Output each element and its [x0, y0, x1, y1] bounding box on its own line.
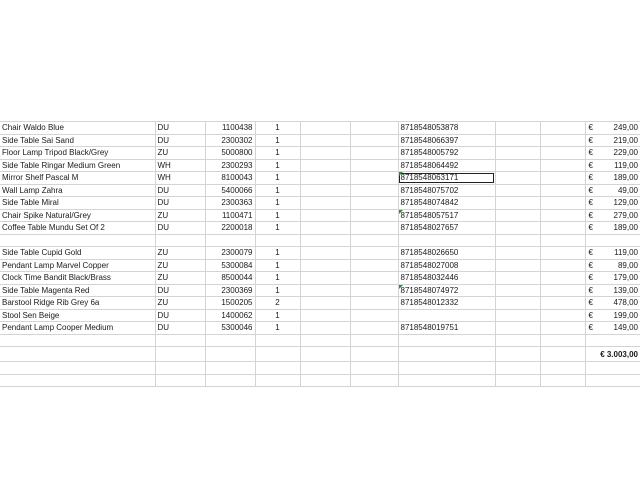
cell-supplier-code[interactable]: ZU: [155, 209, 205, 222]
cell-quantity[interactable]: 1: [255, 147, 300, 160]
spreadsheet-rows: [0, 122, 640, 387]
cell-ean[interactable]: 8718548057517: [398, 209, 495, 222]
cell-sku[interactable]: 1500205: [205, 297, 255, 310]
cell-empty[interactable]: [495, 184, 540, 197]
cell-ean[interactable]: 8718548074972: [398, 284, 495, 297]
cell-empty[interactable]: [350, 334, 398, 347]
cell-quantity[interactable]: 1: [255, 259, 300, 272]
cell-empty[interactable]: [300, 147, 350, 160]
currency-symbol: €: [588, 248, 593, 258]
cell-price[interactable]: [585, 234, 640, 247]
cell-sku[interactable]: 8100043: [205, 172, 255, 185]
cell-empty[interactable]: [350, 222, 398, 235]
table-row: [0, 197, 640, 210]
currency-symbol: €: [588, 185, 593, 195]
cell-product-name[interactable]: Side Table Miral: [0, 197, 155, 210]
cell-supplier-code[interactable]: ZU: [155, 147, 205, 160]
cell-empty[interactable]: [585, 334, 640, 347]
cell-empty[interactable]: [540, 159, 585, 172]
cell-ean[interactable]: 8718548063171: [398, 172, 495, 185]
currency-symbol: €: [588, 148, 593, 158]
cell-price[interactable]: [585, 147, 640, 160]
cell-empty[interactable]: [255, 374, 300, 387]
cell-quantity[interactable]: 1: [255, 309, 300, 322]
cell-empty[interactable]: [205, 334, 255, 347]
cell-price[interactable]: [585, 322, 640, 335]
price-value: 179,00: [613, 273, 638, 283]
cell-empty[interactable]: [495, 259, 540, 272]
cell-empty[interactable]: [540, 122, 585, 135]
cell-empty[interactable]: [495, 222, 540, 235]
currency-symbol: €: [588, 260, 593, 270]
cell-empty[interactable]: [300, 209, 350, 222]
cell-ean[interactable]: 8718548012332: [398, 297, 495, 310]
cell-sku[interactable]: 1100471: [205, 209, 255, 222]
cell-product-name[interactable]: Pendant Lamp Cooper Medium: [0, 322, 155, 335]
price-value: 189,00: [613, 173, 638, 183]
price-value: 189,00: [613, 223, 638, 233]
cell-sku[interactable]: 5300046: [205, 322, 255, 335]
cell-empty[interactable]: [300, 322, 350, 335]
cell-quantity[interactable]: 1: [255, 322, 300, 335]
cell-product-name[interactable]: Side Table Ringar Medium Green: [0, 159, 155, 172]
table-row: [0, 172, 640, 185]
cell-ean[interactable]: [398, 234, 495, 247]
price-value: 478,00: [613, 298, 638, 308]
cell-ean[interactable]: 8718548019751: [398, 322, 495, 335]
cell-supplier-code[interactable]: DU: [155, 284, 205, 297]
cell-quantity[interactable]: 1: [255, 172, 300, 185]
table-row: [0, 374, 640, 387]
cell-empty[interactable]: [495, 309, 540, 322]
currency-symbol: €: [588, 310, 593, 320]
cell-empty[interactable]: [205, 374, 255, 387]
cell-supplier-code[interactable]: DU: [155, 322, 205, 335]
cell-empty[interactable]: [300, 374, 350, 387]
cell-sku[interactable]: 2300363: [205, 197, 255, 210]
cell-empty[interactable]: [540, 259, 585, 272]
cell-empty[interactable]: [540, 247, 585, 260]
cell-empty[interactable]: [495, 147, 540, 160]
cell-supplier-code[interactable]: DU: [155, 122, 205, 135]
cell-product-name[interactable]: [0, 234, 155, 247]
cell-empty[interactable]: [540, 184, 585, 197]
cell-empty[interactable]: [540, 197, 585, 210]
cell-product-name[interactable]: Mirror Shelf Pascal M: [0, 172, 155, 185]
cell-price[interactable]: [585, 197, 640, 210]
table-row: [0, 122, 640, 135]
cell-empty[interactable]: [540, 272, 585, 285]
cell-empty[interactable]: [350, 284, 398, 297]
cell-quantity[interactable]: 1: [255, 247, 300, 260]
cell-price[interactable]: [585, 247, 640, 260]
table-row: [0, 284, 640, 297]
cell-empty[interactable]: [350, 122, 398, 135]
cell-empty[interactable]: [0, 374, 155, 387]
cell-empty[interactable]: [495, 322, 540, 335]
price-value: 89,00: [617, 260, 638, 270]
cell-price[interactable]: [585, 222, 640, 235]
cell-empty[interactable]: [495, 197, 540, 210]
cell-product-name[interactable]: Wall Lamp Zahra: [0, 184, 155, 197]
table-row: [0, 362, 640, 375]
cell-sku[interactable]: 5300084: [205, 259, 255, 272]
cell-supplier-code[interactable]: WH: [155, 172, 205, 185]
cell-ean[interactable]: 8718548074842: [398, 197, 495, 210]
currency-symbol: €: [588, 160, 593, 170]
cell-empty[interactable]: [350, 272, 398, 285]
cell-empty[interactable]: [300, 172, 350, 185]
cell-ean[interactable]: 8718548026650: [398, 247, 495, 260]
cell-product-name[interactable]: Chair Waldo Blue: [0, 122, 155, 135]
cell-empty[interactable]: [495, 284, 540, 297]
cell-product-name[interactable]: Pendant Lamp Marvel Copper: [0, 259, 155, 272]
cell-empty[interactable]: [495, 122, 540, 135]
cell-empty[interactable]: [350, 134, 398, 147]
cell-empty[interactable]: [540, 234, 585, 247]
currency-symbol: €: [588, 198, 593, 208]
currency-symbol: €: [588, 298, 593, 308]
cell-empty[interactable]: [350, 322, 398, 335]
cell-empty[interactable]: [0, 334, 155, 347]
price-value: 219,00: [613, 135, 638, 145]
cell-empty[interactable]: [540, 209, 585, 222]
cell-empty[interactable]: [540, 362, 585, 375]
currency-symbol: €: [588, 173, 593, 183]
cell-empty[interactable]: [350, 184, 398, 197]
cell-empty[interactable]: [350, 347, 398, 362]
cell-empty[interactable]: [155, 362, 205, 375]
cell-empty[interactable]: [540, 172, 585, 185]
cell-price[interactable]: [585, 272, 640, 285]
cell-sku[interactable]: 8500044: [205, 272, 255, 285]
cell-empty[interactable]: [0, 362, 155, 375]
cell-quantity[interactable]: 1: [255, 209, 300, 222]
cell-empty[interactable]: [350, 247, 398, 260]
currency-symbol: €: [588, 285, 593, 295]
cell-empty[interactable]: [495, 272, 540, 285]
cell-empty[interactable]: [495, 334, 540, 347]
cell-quantity[interactable]: 1: [255, 272, 300, 285]
table-row: [0, 184, 640, 197]
cell-empty[interactable]: [300, 122, 350, 135]
table-row: [0, 309, 640, 322]
cell-empty[interactable]: [350, 362, 398, 375]
cell-supplier-code[interactable]: DU: [155, 134, 205, 147]
cell-empty[interactable]: [495, 374, 540, 387]
cell-empty[interactable]: [300, 347, 350, 362]
currency-symbol: €: [588, 273, 593, 283]
cell-sku[interactable]: 5000800: [205, 147, 255, 160]
cell-empty[interactable]: [540, 309, 585, 322]
table-row: [0, 297, 640, 310]
table-row: [0, 209, 640, 222]
cell-empty[interactable]: [255, 334, 300, 347]
cell-empty[interactable]: [540, 222, 585, 235]
table-row: [0, 247, 640, 260]
price-value: 149,00: [613, 323, 638, 333]
cell-price[interactable]: [585, 184, 640, 197]
currency-symbol: €: [588, 210, 593, 220]
cell-ean[interactable]: [398, 309, 495, 322]
cell-empty[interactable]: [540, 134, 585, 147]
cell-supplier-code[interactable]: [155, 234, 205, 247]
cell-quantity[interactable]: [255, 234, 300, 247]
cell-empty[interactable]: [350, 197, 398, 210]
cell-empty[interactable]: [540, 147, 585, 160]
cell-empty[interactable]: [495, 247, 540, 260]
cell-quantity[interactable]: 1: [255, 197, 300, 210]
cell-empty[interactable]: [300, 222, 350, 235]
cell-supplier-code[interactable]: ZU: [155, 247, 205, 260]
spreadsheet-grid: [0, 121, 640, 387]
cell-product-name[interactable]: Barstool Ridge Rib Grey 6a: [0, 297, 155, 310]
currency-symbol: €: [588, 123, 593, 133]
cell-ean[interactable]: 8718548066397: [398, 134, 495, 147]
currency-symbol: €: [588, 323, 593, 333]
price-value: 139,00: [613, 285, 638, 295]
price-value: 249,00: [613, 123, 638, 133]
cell-empty[interactable]: [300, 309, 350, 322]
cell-price[interactable]: [585, 134, 640, 147]
cell-ean[interactable]: 8718548053878: [398, 122, 495, 135]
cell-supplier-code[interactable]: DU: [155, 184, 205, 197]
cell-empty[interactable]: [155, 374, 205, 387]
cell-empty[interactable]: [585, 362, 640, 375]
price-value: 279,00: [613, 210, 638, 220]
currency-symbol: €: [588, 135, 593, 145]
cell-empty[interactable]: [398, 347, 495, 362]
cell-price[interactable]: [585, 297, 640, 310]
cell-empty[interactable]: [0, 347, 155, 362]
cell-quantity[interactable]: 1: [255, 134, 300, 147]
table-row: [0, 134, 640, 147]
cell-empty[interactable]: [540, 334, 585, 347]
cell-price[interactable]: [585, 122, 640, 135]
table-row: [0, 222, 640, 235]
cell-empty[interactable]: [300, 297, 350, 310]
cell-empty[interactable]: [495, 134, 540, 147]
cell-empty[interactable]: [495, 234, 540, 247]
cell-ean[interactable]: 8718548064492: [398, 159, 495, 172]
cell-supplier-code[interactable]: DU: [155, 222, 205, 235]
cell-empty[interactable]: [300, 247, 350, 260]
cell-sku[interactable]: 2200018: [205, 222, 255, 235]
cell-price[interactable]: [585, 159, 640, 172]
cell-quantity[interactable]: 2: [255, 297, 300, 310]
table-row: [0, 259, 640, 272]
cell-empty[interactable]: [300, 272, 350, 285]
table-row: [0, 159, 640, 172]
cell-price[interactable]: [585, 259, 640, 272]
cell-quantity[interactable]: 1: [255, 222, 300, 235]
table-row: [0, 322, 640, 335]
cell-sku[interactable]: 2300302: [205, 134, 255, 147]
cell-empty[interactable]: [350, 172, 398, 185]
cell-empty[interactable]: [350, 259, 398, 272]
cell-empty[interactable]: [540, 297, 585, 310]
cell-sku[interactable]: 2300369: [205, 284, 255, 297]
cell-empty[interactable]: [155, 347, 205, 362]
cell-empty[interactable]: [585, 374, 640, 387]
cell-supplier-code[interactable]: DU: [155, 197, 205, 210]
price-value: 129,00: [613, 198, 638, 208]
cell-empty[interactable]: [350, 374, 398, 387]
cell-empty[interactable]: [495, 159, 540, 172]
cell-empty[interactable]: [205, 347, 255, 362]
cell-sku[interactable]: 1400062: [205, 309, 255, 322]
currency-symbol: €: [588, 223, 593, 233]
cell-sku[interactable]: [205, 234, 255, 247]
cell-empty[interactable]: [300, 334, 350, 347]
cell-empty[interactable]: [300, 234, 350, 247]
cell-product-name[interactable]: Clock Time Bandit Black/Brass: [0, 272, 155, 285]
cell-sku[interactable]: 5400066: [205, 184, 255, 197]
total-amount[interactable]: € 3.003,00: [585, 347, 640, 362]
cell-empty[interactable]: [155, 334, 205, 347]
cell-empty[interactable]: [540, 284, 585, 297]
cell-quantity[interactable]: 1: [255, 122, 300, 135]
cell-empty[interactable]: [255, 347, 300, 362]
cell-empty[interactable]: [495, 362, 540, 375]
cell-empty[interactable]: [300, 184, 350, 197]
cell-quantity[interactable]: 1: [255, 284, 300, 297]
cell-ean[interactable]: 8718548075702: [398, 184, 495, 197]
cell-empty[interactable]: [398, 374, 495, 387]
cell-empty[interactable]: [350, 234, 398, 247]
cell-supplier-code[interactable]: DU: [155, 309, 205, 322]
cell-sku[interactable]: 1100438: [205, 122, 255, 135]
cell-empty[interactable]: [205, 362, 255, 375]
cell-empty[interactable]: [495, 172, 540, 185]
cell-ean[interactable]: 8718548032446: [398, 272, 495, 285]
cell-product-name[interactable]: Coffee Table Mundu Set Of 2: [0, 222, 155, 235]
cell-sku[interactable]: 2300079: [205, 247, 255, 260]
price-value: 199,00: [613, 310, 638, 320]
cell-product-name[interactable]: Side Table Cupid Gold: [0, 247, 155, 260]
cell-empty[interactable]: [540, 347, 585, 362]
cell-empty[interactable]: [300, 362, 350, 375]
cell-empty[interactable]: [255, 362, 300, 375]
cell-ean[interactable]: 8718548027657: [398, 222, 495, 235]
cell-empty[interactable]: [398, 362, 495, 375]
cell-empty[interactable]: [350, 297, 398, 310]
price-value: 49,00: [617, 185, 638, 195]
cell-supplier-code[interactable]: ZU: [155, 259, 205, 272]
table-row: [0, 334, 640, 347]
cell-empty[interactable]: [300, 159, 350, 172]
cell-empty[interactable]: [350, 209, 398, 222]
price-value: 119,00: [614, 160, 638, 170]
price-value: 229,00: [613, 148, 638, 158]
cell-empty[interactable]: [300, 284, 350, 297]
cell-empty[interactable]: [300, 134, 350, 147]
cell-quantity[interactable]: 1: [255, 184, 300, 197]
cell-empty[interactable]: [350, 159, 398, 172]
cell-price[interactable]: [585, 209, 640, 222]
cell-supplier-code[interactable]: ZU: [155, 297, 205, 310]
table-row: [0, 272, 640, 285]
cell-quantity[interactable]: 1: [255, 159, 300, 172]
cell-product-name[interactable]: Chair Spike Natural/Grey: [0, 209, 155, 222]
cell-empty[interactable]: [540, 322, 585, 335]
cell-product-name[interactable]: Floor Lamp Tripod Black/Grey: [0, 147, 155, 160]
cell-empty[interactable]: [495, 297, 540, 310]
cell-supplier-code[interactable]: WH: [155, 159, 205, 172]
table-row: [0, 234, 640, 247]
cell-supplier-code[interactable]: ZU: [155, 272, 205, 285]
cell-empty[interactable]: [300, 259, 350, 272]
cell-sku[interactable]: 2300293: [205, 159, 255, 172]
cell-price[interactable]: [585, 309, 640, 322]
cell-price[interactable]: [585, 284, 640, 297]
cell-product-name[interactable]: Stool Sen Beige: [0, 309, 155, 322]
cell-empty[interactable]: [398, 334, 495, 347]
cell-ean[interactable]: 8718548005792: [398, 147, 495, 160]
cell-empty[interactable]: [350, 309, 398, 322]
cell-empty[interactable]: [495, 209, 540, 222]
total-row: [0, 347, 640, 362]
cell-price[interactable]: [585, 172, 640, 185]
table-row: [0, 147, 640, 160]
cell-empty[interactable]: [350, 147, 398, 160]
price-value: 119,00: [614, 248, 638, 258]
cell-empty[interactable]: [495, 347, 540, 362]
cell-product-name[interactable]: Side Table Sai Sand: [0, 134, 155, 147]
cell-ean[interactable]: 8718548027008: [398, 259, 495, 272]
cell-empty[interactable]: [300, 197, 350, 210]
cell-empty[interactable]: [540, 374, 585, 387]
cell-product-name[interactable]: Side Table Magenta Red: [0, 284, 155, 297]
